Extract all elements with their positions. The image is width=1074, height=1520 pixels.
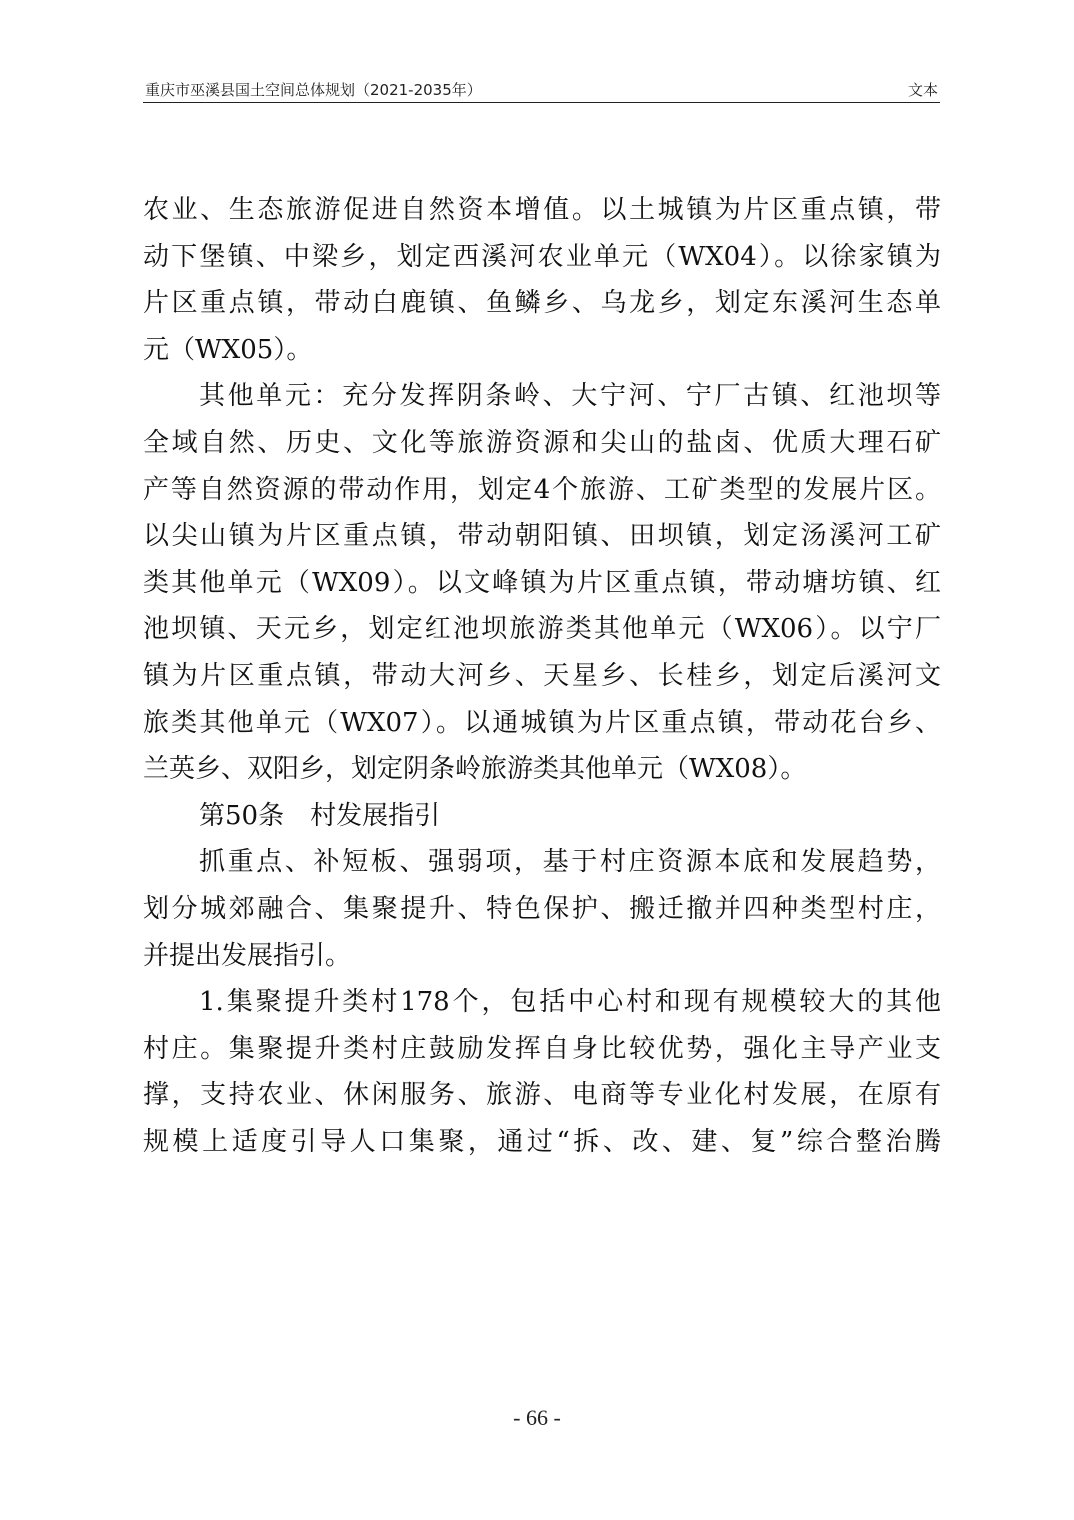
text-line: 片区重点镇，带动白鹿镇、鱼鳞乡、乌龙乡，划定东溪河生态单	[143, 288, 941, 319]
document-title: 重庆市巫溪县国土空间总体规划（2021-2035年）	[145, 81, 482, 99]
running-header	[143, 76, 940, 103]
text-line: 产等自然资源的带动作用，划定4个旅游、工矿类型的发展片区。	[143, 474, 941, 505]
text-line: 动下堡镇、中梁乡，划定西溪河农业单元（WX04）。以徐家镇为	[143, 241, 941, 272]
text-line: 元（WX05）。	[143, 334, 313, 365]
page-number: - 66 -	[513, 1405, 561, 1430]
text-line: 兰英乡、双阳乡，划定阴条岭旅游类其他单元（WX08）。	[143, 754, 807, 785]
header-label: 文本	[907, 81, 938, 99]
text-line: 撑，支持农业、休闲服务、旅游、电商等专业化村发展，在原有	[143, 1080, 941, 1111]
text-line: 镇为片区重点镇，带动大河乡、天星乡、长桂乡，划定后溪河文	[143, 660, 941, 691]
paragraph-start-line: 抓重点、补短板、强弱项，基于村庄资源本底和发展趋势，	[199, 847, 941, 878]
text-line: 旅类其他单元（WX07）。以通城镇为片区重点镇，带动花台乡、	[143, 707, 941, 738]
text-line: 全域自然、历史、文化等旅游资源和尖山的盐卤、优质大理石矿	[143, 427, 941, 458]
text-line: 村庄。集聚提升类村庄鼓励发挥自身比较优势，强化主导产业支	[143, 1033, 941, 1064]
text-line: 以尖山镇为片区重点镇，带动朝阳镇、田坝镇，划定汤溪河工矿	[143, 521, 941, 552]
paragraph-start-line: 1.集聚提升类村178个，包括中心村和现有规模较大的其他	[199, 987, 941, 1018]
text-line: 划分城郊融合、集聚提升、特色保护、搬迁撤并四种类型村庄，	[143, 893, 941, 924]
text-line: 类其他单元（WX09）。以文峰镇为片区重点镇，带动塘坊镇、红	[143, 567, 941, 598]
text-line: 池坝镇、天元乡，划定红池坝旅游类其他单元（WX06）。以宁厂	[143, 614, 941, 645]
article-heading: 第50条 村发展指引	[199, 800, 441, 831]
text-line: 农业、生态旅游促进自然资本增值。以土城镇为片区重点镇，带	[143, 195, 941, 225]
text-line: 规模上适度引导人口集聚，通过“拆、改、建、复”综合整治腾	[143, 1126, 941, 1157]
text-line: 并提出发展指引。	[143, 940, 352, 971]
body-text	[143, 187, 941, 1165]
paragraph-start-line: 其他单元：充分发挥阴条岭、大宁河、宁厂古镇、红池坝等	[199, 381, 941, 412]
